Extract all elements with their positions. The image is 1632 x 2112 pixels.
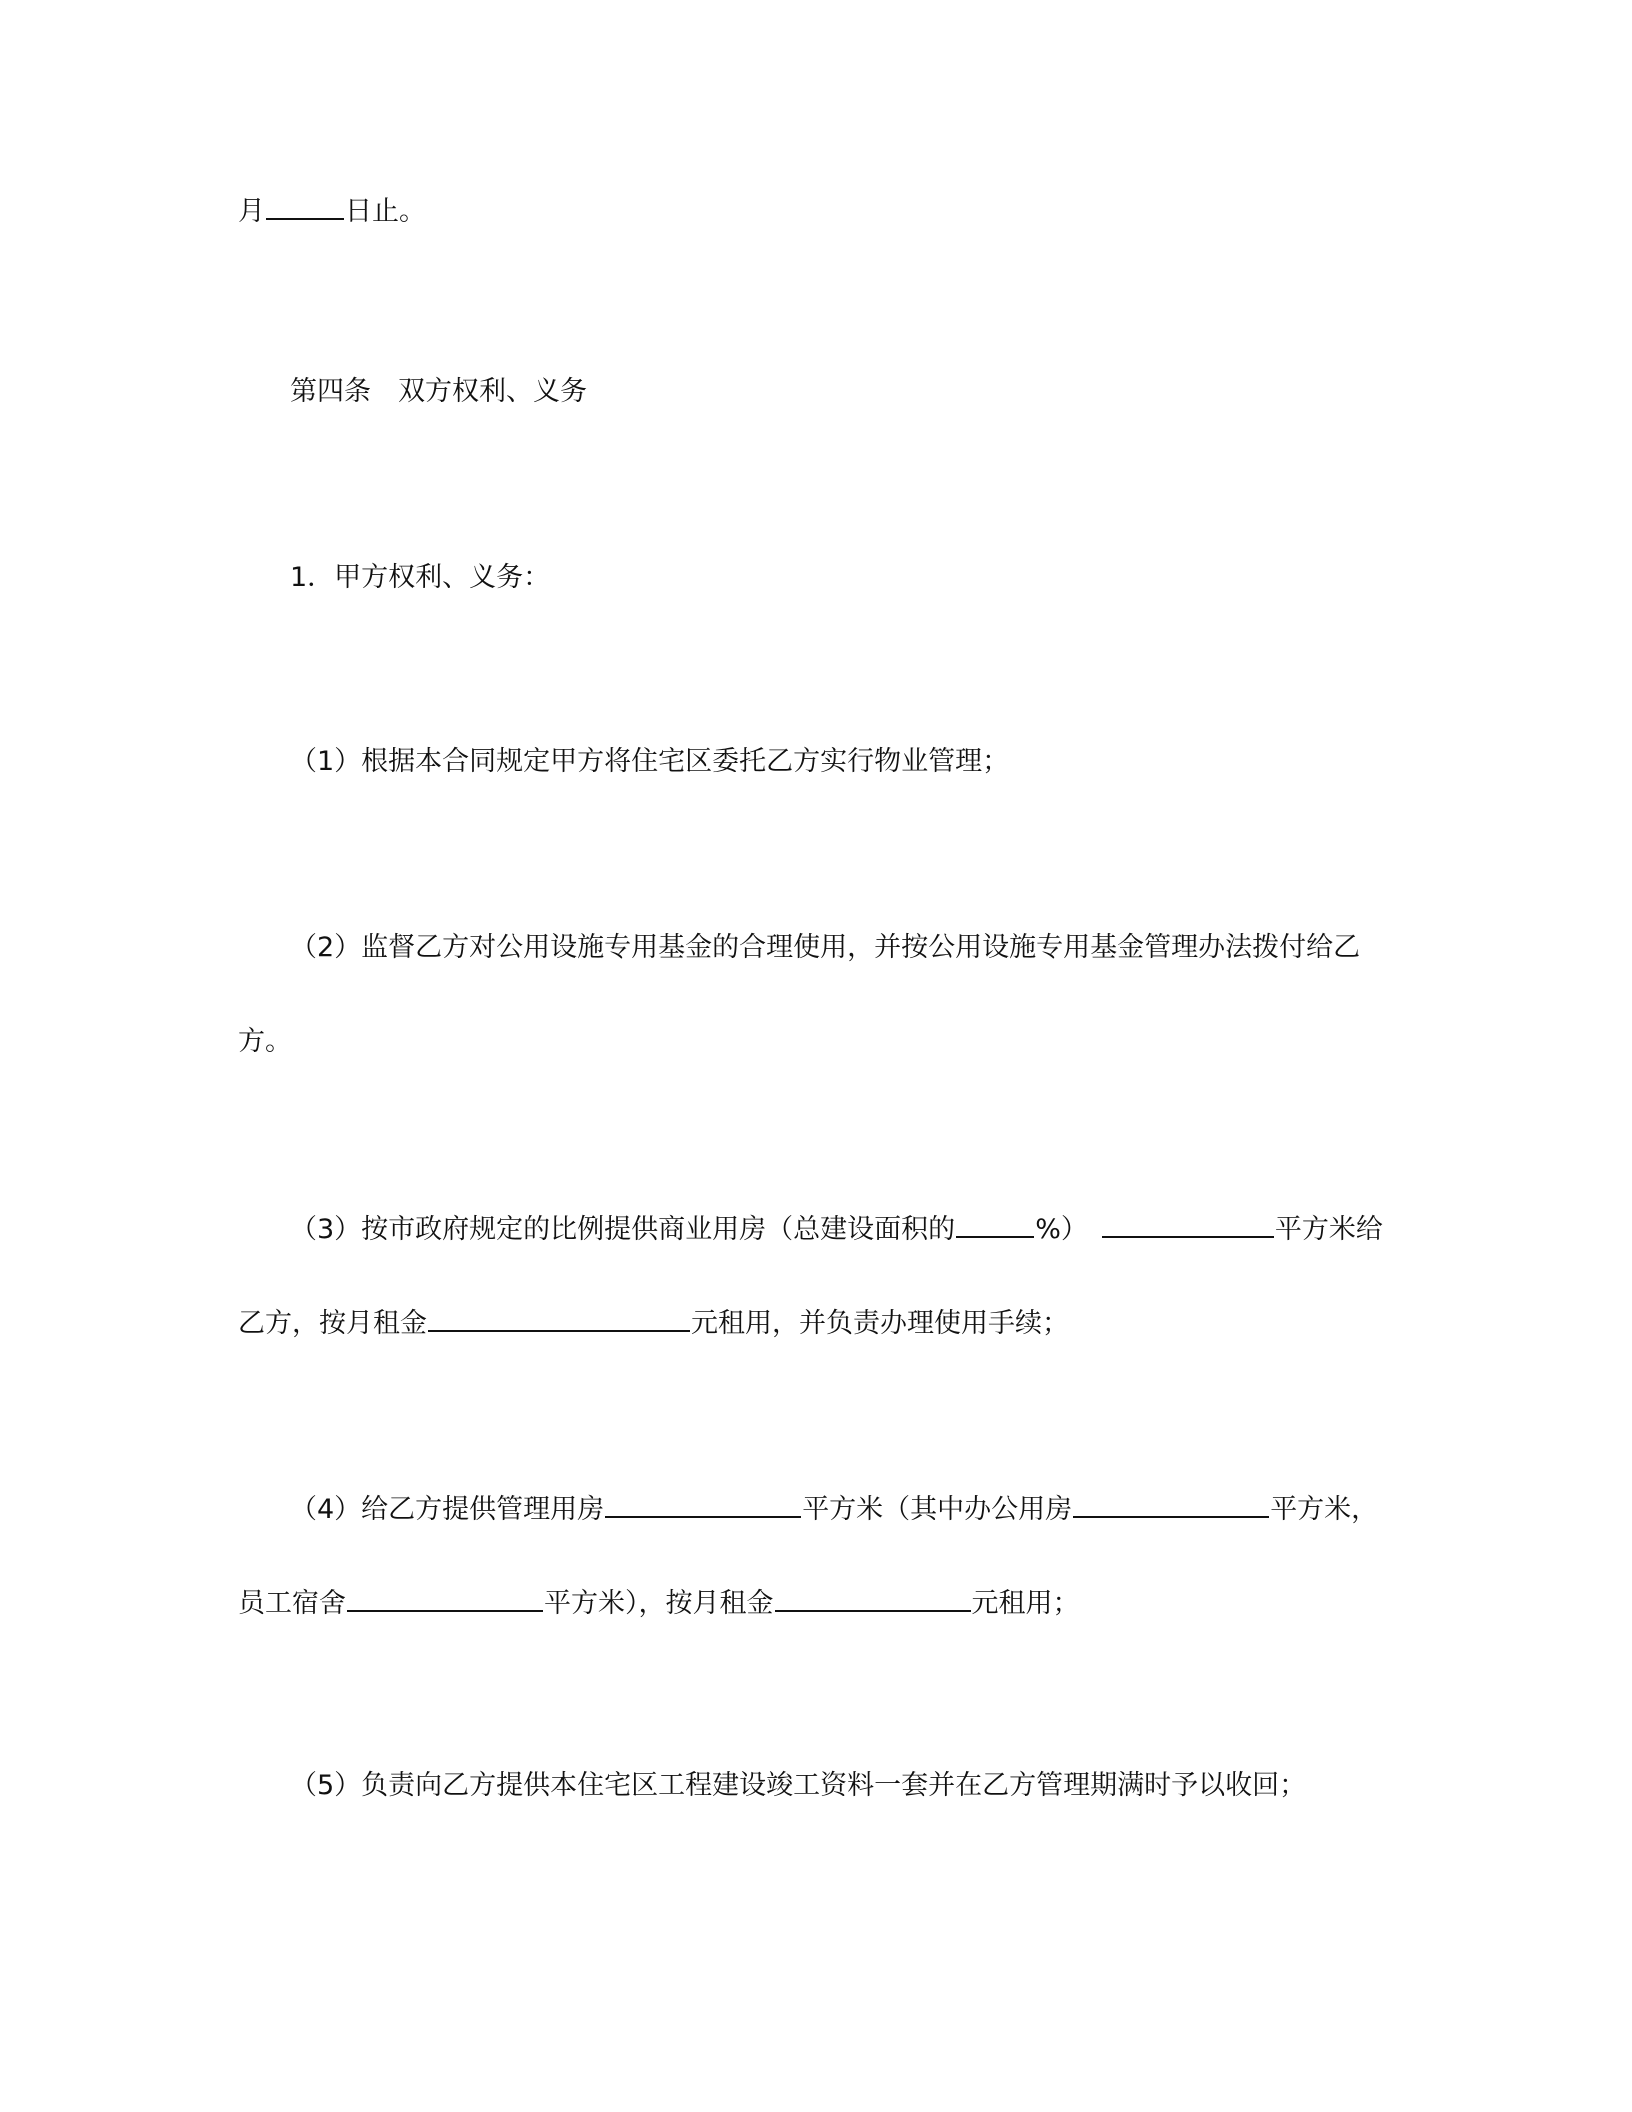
clause-4-text-d: 员工宿舍 xyxy=(238,1588,346,1619)
management-area-blank xyxy=(605,1488,801,1518)
clause-3-text-c: 平方米给 xyxy=(1274,1214,1383,1245)
clause-4-text-e: 平方米），按月租金 xyxy=(544,1588,774,1619)
clause-4-line-2 xyxy=(238,1582,1080,1622)
percentage-blank xyxy=(956,1208,1034,1238)
clause-3-line-1 xyxy=(290,1208,1383,1248)
clause-3-line-2 xyxy=(238,1302,1069,1342)
end-date-suffix: 日止。 xyxy=(345,196,426,227)
clause-4-text-a: （4）给乙方提供管理用房 xyxy=(290,1494,605,1525)
end-date-month-label: 月 xyxy=(238,196,265,227)
clause-3-text-a: （3）按市政府规定的比例提供商业用房（总建设面积的 xyxy=(290,1214,956,1245)
clause-4-text-b: 平方米（其中办公用房 xyxy=(802,1494,1073,1525)
clause-1: （1）根据本合同规定甲方将住宅区委托乙方实行物业管理； xyxy=(290,746,1010,777)
clause-3-text-e: 元租用，并负责办理使用手续； xyxy=(691,1308,1069,1339)
office-area-blank xyxy=(1073,1488,1269,1518)
commercial-rent-blank xyxy=(428,1302,690,1332)
clause-4-line-1 xyxy=(290,1488,1378,1528)
dormitory-area-blank xyxy=(347,1582,543,1612)
end-date-line xyxy=(238,190,426,230)
clause-3-text-d: 乙方，按月租金 xyxy=(238,1308,427,1339)
section-heading: 1．甲方权利、义务： xyxy=(290,562,551,593)
clause-5: （5）负责向乙方提供本住宅区工程建设竣工资料一套并在乙方管理期满时予以收回； xyxy=(290,1770,1307,1801)
clause-4-text-c: 平方米， xyxy=(1270,1494,1379,1525)
clause-3-text-b: %） xyxy=(1035,1214,1088,1245)
commercial-area-blank xyxy=(1102,1208,1274,1238)
management-rent-blank xyxy=(775,1582,971,1612)
clause-2-line-2: 方。 xyxy=(238,1026,292,1057)
article-heading: 第四条 双方权利、义务 xyxy=(290,376,587,407)
clause-2-line-1: （2）监督乙方对公用设施专用基金的合理使用，并按公用设施专用基金管理办法拨付给乙 xyxy=(290,932,1361,963)
clause-4-text-f: 元租用； xyxy=(971,1588,1080,1619)
end-date-day-blank xyxy=(266,190,344,220)
